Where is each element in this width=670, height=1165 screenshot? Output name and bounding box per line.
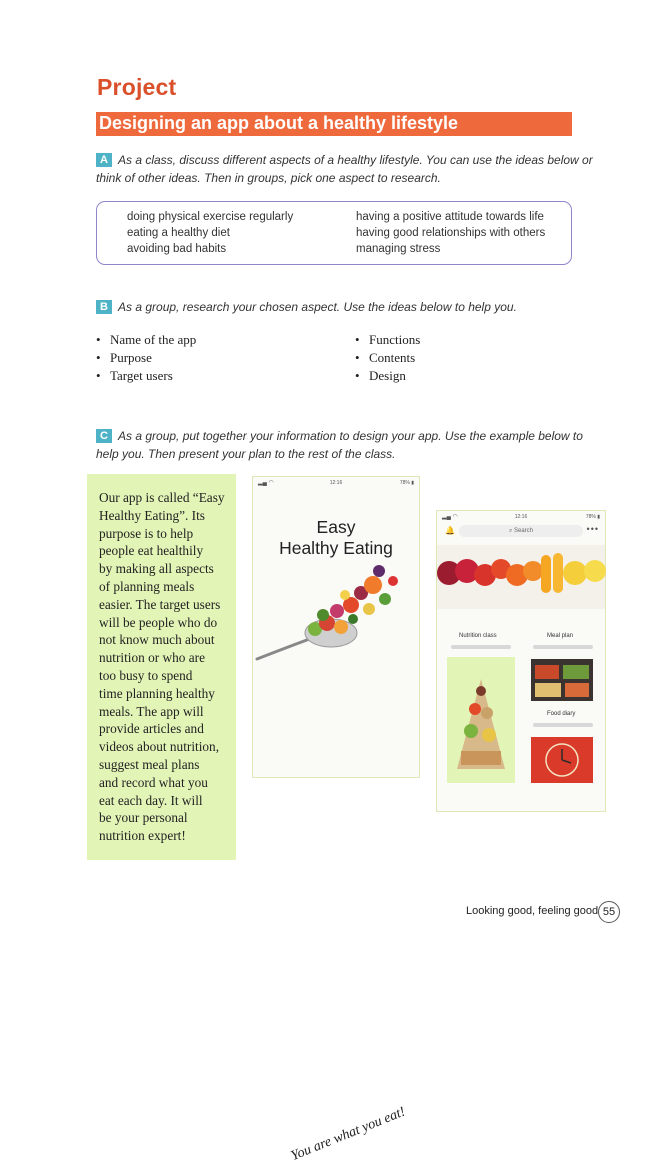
idea-item: having good relationships with others	[356, 227, 546, 239]
list-item: • Design	[355, 367, 420, 385]
page-subtitle: Designing an app about a healthy lifestyle	[99, 113, 459, 133]
idea-item: doing physical exercise regularly	[127, 211, 294, 223]
meal-plan-image	[531, 659, 593, 701]
page-number: 55	[598, 901, 620, 923]
app-slogan: You are what you eat!	[289, 1104, 408, 1165]
page-title: Project	[97, 74, 177, 100]
food-diary-clock-image	[531, 737, 593, 783]
battery-indicator: 78% ▮	[399, 480, 414, 486]
placeholder-line	[533, 645, 593, 649]
idea-item: eating a healthy diet	[127, 227, 230, 239]
placeholder-line	[533, 723, 593, 727]
task-b-line1: B As a group, research your chosen aspect. Use the ideas below to help you.	[96, 298, 517, 316]
battery-indicator: 78% ▮	[585, 514, 600, 520]
example-text: Our app is called “Easy Healthy Eating”. Its purpose is to help people eat healthily by making all aspects of planning meals easier. The target users will be people who do not know much about nutrition or who are too busy to spend time planning healthy meals. The app will provide articles and videos about nutrition, suggest meal plans and record what you eat each day. It will be your personal nutrition expert!	[99, 490, 225, 844]
search-input[interactable]: ⌕ Search	[459, 525, 583, 537]
list-item: • Name of the app	[96, 331, 196, 349]
task-a-line2: think of other ideas. Then in groups, pick one aspect to research.	[96, 171, 441, 185]
phone-mockup-menu	[436, 510, 606, 812]
spoon-food-illustration	[253, 557, 419, 687]
more-icon[interactable]: •••	[586, 524, 599, 534]
signal-icon: ▂▄ ◠	[442, 514, 458, 520]
status-time: 12:16	[329, 480, 343, 486]
task-a-line1: A As a class, discuss different aspects of a healthy lifestyle. You can use the ideas below or	[96, 151, 593, 169]
task-c-line2: help you. Then present your plan to the rest of the class.	[96, 447, 396, 461]
task-c-line1: C As a group, put together your information to design your app. Use the example below to	[96, 427, 583, 445]
bell-icon[interactable]: 🔔	[445, 526, 455, 535]
tile-meal-plan-label[interactable]: Meal plan	[547, 633, 574, 639]
list-item: • Purpose	[96, 349, 196, 367]
idea-item: managing stress	[356, 243, 441, 255]
task-a-letter: A	[96, 153, 112, 167]
list-item: • Functions	[355, 331, 420, 349]
tile-food-diary-label[interactable]: Food diary	[547, 711, 576, 717]
task-b-letter: B	[96, 300, 112, 314]
food-pyramid-image	[447, 657, 515, 783]
status-bar	[437, 511, 605, 523]
list-item: • Contents	[355, 349, 420, 367]
bullet-list-right	[355, 331, 420, 385]
vegetables-banner-image	[437, 545, 605, 609]
status-bar	[253, 477, 419, 489]
phone-mockup-home	[252, 476, 420, 1165]
signal-icon: ▂▄ ◠	[258, 480, 274, 486]
task-c-letter: C	[96, 429, 112, 443]
tile-nutrition-class-label[interactable]: Nutrition class	[459, 633, 497, 639]
list-item: • Target users	[96, 367, 196, 385]
bullet-list-left	[96, 331, 196, 385]
placeholder-line	[451, 645, 511, 649]
idea-item: avoiding bad habits	[127, 243, 227, 255]
footer-unit-title: Looking good, feeling good	[466, 905, 599, 917]
ideas-box	[96, 201, 572, 265]
app-title: Easy Healthy Eating	[279, 517, 393, 558]
idea-item: having a positive attitude towards life	[356, 211, 544, 223]
status-time: 12:16	[514, 514, 528, 520]
